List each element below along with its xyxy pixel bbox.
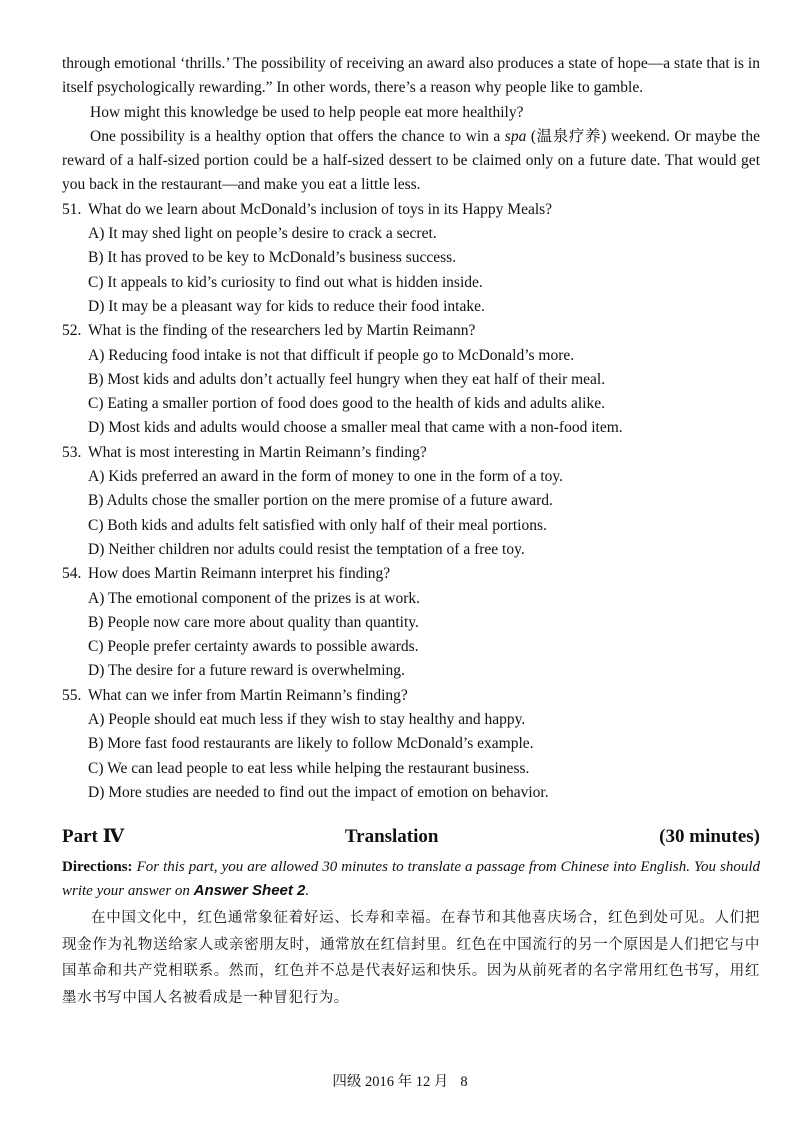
directions-end: . (305, 883, 310, 900)
question-52 (62, 319, 760, 440)
chinese-passage: 在中国文化中，红色通常象征着好运、长寿和幸福。在春节和其他喜庆场合，红色到处可见。人们把现金作为礼物送给家人或亲密朋友时，通常放在红信封里。红色在中国流行的另一个原因是人们把它与中国革命和共产党相联系。然而，红色并不总是代表好运和快乐。因为从前死者的名字常用红色书写，用红墨水书写中国人名被看成是一种冒犯行为。 (62, 910, 760, 1006)
question-number: 52. (62, 322, 82, 340)
option-b[interactable]: B) Adults chose the smaller portion on the mere promise of a future award. (88, 492, 553, 510)
option-b[interactable]: B) Most kids and adults don’t actually feel hungry when they eat half of their meal. (88, 370, 606, 388)
option-c[interactable]: C) Both kids and adults felt satisfied with only half of their meal portions. (88, 516, 547, 534)
question-number: 51. (62, 200, 82, 218)
option-c[interactable]: C) Eating a smaller portion of food does good to the health of kids and adults alike. (88, 395, 605, 413)
option-a[interactable]: A) People should eat much less if they wish to stay healthy and happy. (88, 711, 526, 729)
question-text: What is most interesting in Martin Reimann’s finding? (88, 443, 427, 461)
part-time: (30 minutes) (659, 826, 760, 848)
question-number: 54. (62, 565, 82, 583)
part-4-heading (62, 823, 760, 851)
option-d[interactable]: D) Neither children nor adults could resist the temptation of a free toy. (88, 540, 525, 558)
option-a[interactable]: A) Kids preferred an award in the form of money to one in the form of a toy. (88, 468, 564, 486)
option-b[interactable]: B) More fast food restaurants are likely to follow McDonald’s example. (88, 735, 534, 753)
spa-chinese-gloss: (温泉疗养) (526, 127, 611, 145)
page-footer (0, 1070, 800, 1094)
question-53 (62, 441, 760, 562)
answer-sheet-label: Answer Sheet 2 (193, 882, 306, 900)
option-c[interactable]: C) It appeals to kid’s curiosity to find out what is hidden inside. (88, 273, 483, 291)
option-a[interactable]: A) Reducing food intake is not that difficult if people go to McDonald’s more. (88, 346, 575, 364)
question-text: What do we learn about McDonald’s inclusion of toys in its Happy Meals? (88, 200, 553, 218)
question-number: 55. (62, 686, 82, 704)
option-d[interactable]: D) Most kids and adults would choose a smaller meal that came with a non-food item. (88, 419, 623, 437)
directions-text: For this part, you are allowed 30 minutes to translate a passage from Chinese into English. You should write your answer on (62, 859, 760, 900)
option-a[interactable]: A) The emotional component of the prizes is at work. (88, 589, 421, 607)
spa-word: spa (504, 127, 527, 145)
question-number: 53. (62, 443, 82, 461)
question-55 (62, 684, 760, 805)
question-text: What is the finding of the researchers led by Martin Reimann? (88, 322, 476, 340)
option-d[interactable]: D) More studies are needed to find out the impact of emotion on behavior. (88, 783, 549, 801)
question-text: What can we infer from Martin Reimann’s finding? (88, 686, 408, 704)
question-51 (62, 198, 760, 319)
option-b[interactable]: B) People now care more about quality than quantity. (88, 613, 419, 631)
question-text: How does Martin Reimann interpret his finding? (88, 565, 391, 583)
passage-paragraph-2: How might this knowledge be used to help people eat more healthily? (90, 103, 524, 121)
option-d[interactable]: D) It may be a pleasant way for kids to reduce their food intake. (88, 297, 485, 315)
option-d[interactable]: D) The desire for a future reward is overwhelming. (88, 662, 405, 680)
part-title: Translation (344, 826, 439, 848)
part-label: Part Ⅳ (62, 826, 125, 848)
passage-paragraph-3 (62, 125, 760, 198)
passage-paragraph-3-end: weekend. Or maybe the reward of a half-sized portion could be a half-sized dessert to be claimed only on a future date. That would get you back in the restaurant—and make you eat a little less. (62, 127, 760, 194)
passage-paragraph-3-start: One possibility is a healthy option that offers the chance to win a (90, 127, 505, 145)
option-b[interactable]: B) It has proved to be key to McDonald’s business success. (88, 249, 457, 267)
exam-page (62, 52, 760, 1011)
passage-paragraph-1: through emotional ‘thrills.’ The possibility of receiving an award also produces a state of hope—a state that is in itself psychologically rewarding.” In other words, there’s a reason why people like to gamble. (62, 55, 760, 97)
directions (62, 855, 760, 903)
question-54 (62, 562, 760, 683)
exam-label: 四级 2016 年 12 月 (332, 1074, 449, 1090)
page-number: 8 (460, 1074, 468, 1090)
option-c[interactable]: C) People prefer certainty awards to possible awards. (88, 638, 419, 656)
option-c[interactable]: C) We can lead people to eat less while helping the restaurant business. (88, 759, 530, 777)
option-a[interactable]: A) It may shed light on people’s desire to crack a secret. (88, 225, 437, 243)
directions-label: Directions: (62, 859, 133, 876)
